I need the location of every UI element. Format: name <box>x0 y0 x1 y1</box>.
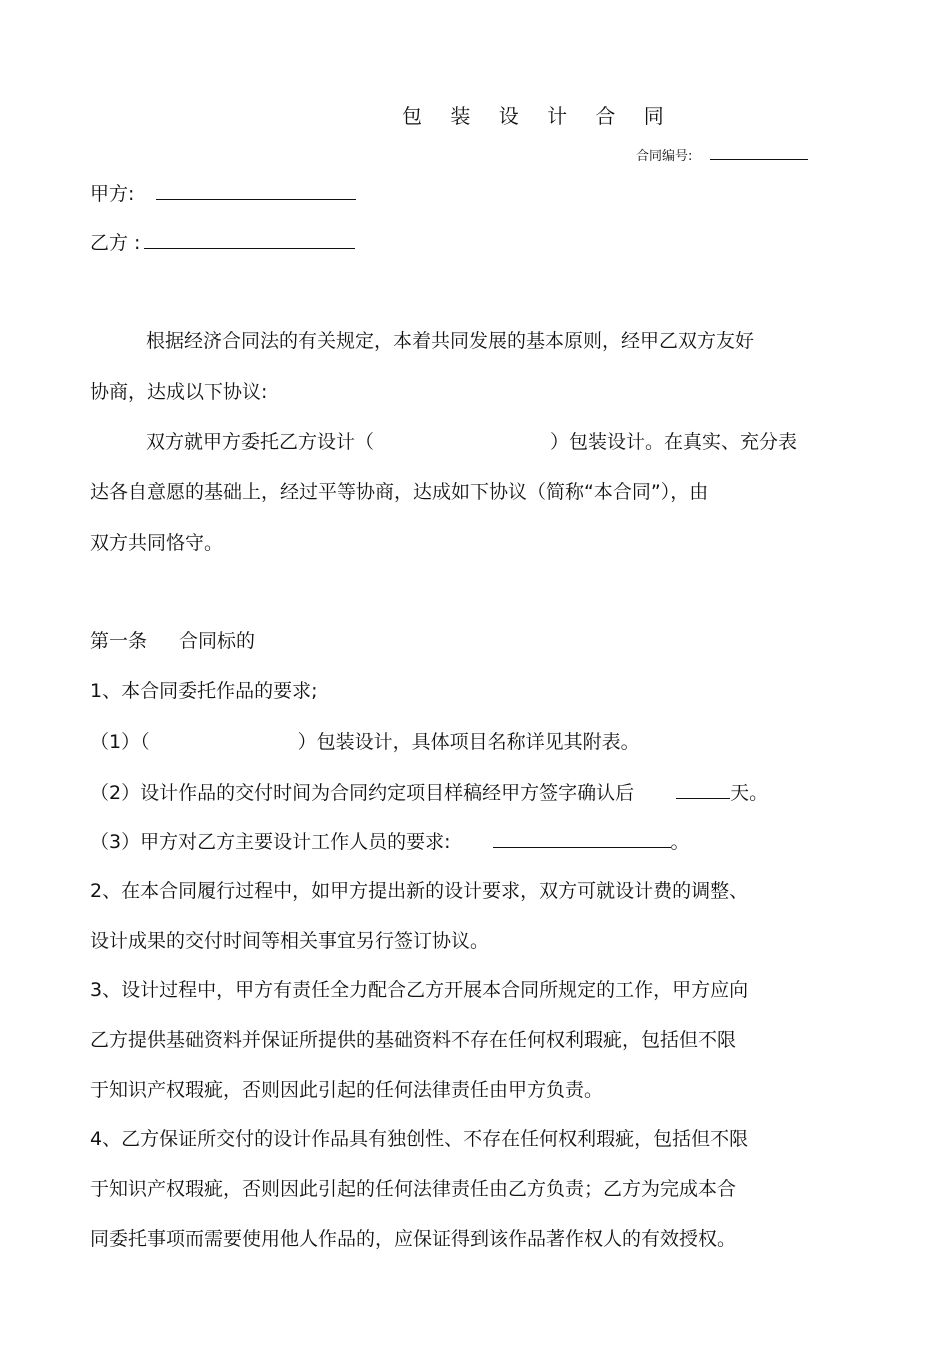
item-3-line-3: 于知识产权瑕疵，否则因此引起的任何法律责任由甲方负责。 <box>90 1079 604 1101</box>
item-1: 1、本合同委托作品的要求; <box>90 680 318 702</box>
article-1-heading <box>90 629 255 653</box>
contract-number-blank <box>710 145 808 160</box>
article-number: 第一条 <box>90 630 148 652</box>
sub-item-2 <box>90 780 768 805</box>
item-2-line-2: 设计成果的交付时间等相关事宜另行签订协议。 <box>90 930 490 952</box>
purpose-line-1-end: ）包装设计。在真实、充分表 <box>550 431 798 453</box>
item-3-line-2: 乙方提供基础资料并保证所提供的基础资料不存在任何权利瑕疵，包括但不限 <box>90 1029 737 1051</box>
sub-item-3-end: 。 <box>670 831 690 853</box>
party-b-label: 乙方 : <box>90 232 141 254</box>
party-a-row <box>90 181 356 206</box>
item-2-line-1: 2、在本合同履行过程中，如甲方提出新的设计要求，双方可就设计费的调整、 <box>90 880 749 902</box>
party-a-blank <box>156 181 356 200</box>
sub-item-3 <box>90 829 690 854</box>
party-b-row <box>90 230 355 255</box>
contract-number-label: 合同编号: <box>636 149 693 164</box>
intro-line-1: 根据经济合同法的有关规定，本着共同发展的基本原则，经甲乙双方友好 <box>146 330 755 352</box>
contract-number-row <box>636 145 808 169</box>
sub-item-1-start: （1）（ <box>90 731 150 753</box>
days-blank <box>676 780 730 799</box>
sub-item-2-text: （2）设计作品的交付时间为合同约定项目样稿经甲方签字确认后 <box>90 782 635 804</box>
purpose-line-1 <box>146 430 797 454</box>
sub-item-3-text: （3）甲方对乙方主要设计工作人员的要求: <box>90 831 451 853</box>
purpose-line-1-start: 双方就甲方委托乙方设计（ <box>146 431 375 453</box>
intro-line-2: 协商，达成以下协议: <box>90 381 268 403</box>
item-4-line-3: 同委托事项而需要使用他人作品的，应保证得到该作品著作权人的有效授权。 <box>90 1228 737 1250</box>
party-a-label: 甲方: <box>90 183 135 205</box>
item-3-line-1: 3、设计过程中，甲方有责任全力配合乙方开展本合同所规定的工作，甲方应向 <box>90 979 749 1001</box>
sub-item-2-end: 天。 <box>730 782 769 804</box>
purpose-line-3: 双方共同恪守。 <box>90 532 224 554</box>
sub-item-1-end: ）包装设计，具体项目名称详见其附表。 <box>297 731 640 753</box>
item-4-line-1: 4、乙方保证所交付的设计作品具有独创性、不存在任何权利瑕疵，包括但不限 <box>90 1128 749 1150</box>
item-4-line-2: 于知识产权瑕疵，否则因此引起的任何法律责任由乙方负责；乙方为完成本合 <box>90 1178 737 1200</box>
sub-item-1 <box>90 730 640 754</box>
document-title: 包 装 设 计 合 同 <box>402 104 675 128</box>
party-b-blank <box>144 230 355 249</box>
article-title: 合同标的 <box>179 630 256 652</box>
purpose-line-2: 达各自意愿的基础上，经过平等协商，达成如下协议（简称“本合同”），由 <box>90 481 709 503</box>
staff-requirement-blank <box>493 829 671 848</box>
